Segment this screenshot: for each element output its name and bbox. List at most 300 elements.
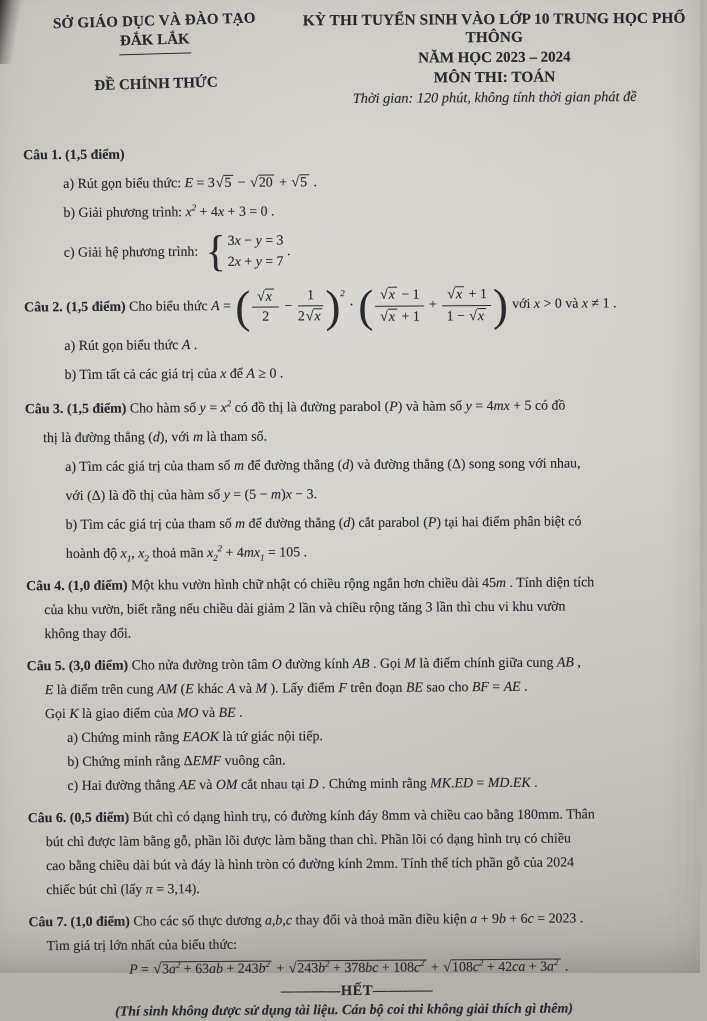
superscript: 2 xyxy=(217,543,223,554)
text-run: ) cắt parabol ( xyxy=(350,515,428,531)
text-run: và xyxy=(198,705,219,722)
question-line xyxy=(1,142,685,167)
math-number: 2 xyxy=(297,309,305,325)
math-variable: m xyxy=(235,516,246,532)
math-variable: AE xyxy=(178,778,196,794)
math-variable: mx xyxy=(243,545,261,561)
numerator xyxy=(442,285,491,306)
math-number: = 3 xyxy=(261,233,284,249)
math-variable: K xyxy=(69,706,79,722)
math-variable: x xyxy=(120,546,127,562)
math-variable: x xyxy=(217,204,225,220)
question-line xyxy=(3,396,687,421)
question-label: Câu 6. (0,5 điểm) xyxy=(27,810,130,827)
question-line xyxy=(2,279,686,333)
header-left-block xyxy=(13,9,298,113)
question-line xyxy=(6,805,690,830)
text-run: Cho biểu thức xyxy=(125,299,212,315)
math-number: 5 xyxy=(224,175,232,191)
denominator xyxy=(252,308,279,326)
open-paren-icon: ( xyxy=(235,281,251,333)
math-number: = xyxy=(488,679,504,696)
question-line xyxy=(6,853,690,878)
math-variable: MD xyxy=(487,775,510,792)
text-run: . xyxy=(300,545,308,561)
text-run: , xyxy=(573,655,581,671)
sqrt-expression xyxy=(380,287,397,304)
math-number: ) xyxy=(397,399,403,415)
exam-header xyxy=(0,0,701,110)
radical-sign: √ xyxy=(250,175,258,191)
text-run: có đồ thị là đường parabol xyxy=(231,399,385,416)
math-variable: E xyxy=(184,176,194,192)
text-run: vuông cân. xyxy=(221,753,286,769)
question-line xyxy=(4,512,688,537)
question-block xyxy=(2,279,693,387)
radical-sign: √ xyxy=(380,309,388,325)
sqrt-expression xyxy=(380,309,397,326)
text-run: là tứ giác nội tiếp. xyxy=(218,729,324,745)
math-variable: b xyxy=(318,961,326,977)
text-run: . xyxy=(276,366,284,382)
math-variable: d xyxy=(342,457,350,474)
math-number: 3 xyxy=(162,962,170,978)
math-variable: x xyxy=(234,254,241,270)
math-number: + 1 xyxy=(397,309,420,325)
radicand xyxy=(451,956,560,977)
question-line xyxy=(4,621,688,646)
text-run: và hàm số xyxy=(402,399,466,415)
text-run: a) Rút gọn biểu thức: xyxy=(63,176,185,193)
question-line xyxy=(5,677,689,702)
sqrt-expression xyxy=(257,288,274,305)
text-run: chiếc bút chì (lấy xyxy=(46,882,146,899)
math-number: = xyxy=(219,298,235,315)
math-variable: b xyxy=(258,961,266,977)
text-run: Gọi xyxy=(44,706,70,723)
question-block xyxy=(6,909,696,982)
question-line xyxy=(4,597,688,622)
text-run: hoành độ xyxy=(65,546,121,562)
radicand xyxy=(258,175,275,192)
superscript: 2 xyxy=(325,958,330,969)
math-variable: P xyxy=(389,399,398,415)
radical-sign: √ xyxy=(215,175,224,191)
text-run: . Chứng minh rằng xyxy=(318,776,431,793)
question-line xyxy=(5,701,689,726)
math-number: = 105 xyxy=(264,545,301,561)
math-number: + 243 xyxy=(222,961,259,977)
math-number: 2 xyxy=(227,254,235,270)
math-number: 5 xyxy=(300,175,308,191)
question-line xyxy=(1,200,685,225)
sqrt-expression xyxy=(443,956,560,977)
math-number: , xyxy=(131,546,139,562)
radicand xyxy=(296,959,426,977)
math-number: = 7 xyxy=(261,254,284,270)
math-number: + xyxy=(272,961,288,977)
text-run: . xyxy=(520,679,528,695)
math-variable: d xyxy=(152,430,160,446)
radical-sign: √ xyxy=(469,309,477,325)
math-number: 1 − xyxy=(446,309,469,325)
text-run: là tham số. xyxy=(202,429,268,446)
math-variable: P xyxy=(129,962,138,978)
question-block xyxy=(1,142,692,275)
math-number: 108 xyxy=(451,960,473,976)
math-variable: x xyxy=(265,289,272,305)
equation-row xyxy=(228,231,284,251)
math-variable: BF xyxy=(471,680,489,696)
math-number: 3 xyxy=(227,233,235,249)
text-run: sao cho xyxy=(422,680,472,696)
text-run: ( xyxy=(177,682,186,698)
superscript: 2 xyxy=(175,959,181,970)
numerator xyxy=(298,287,324,307)
text-run: Bút chì có dạng hình trụ, có đường kính đáy 8mm và chiều cao bằng 180mm. Thân xyxy=(129,807,595,826)
text-run: khác xyxy=(193,681,227,698)
math-variable: ED xyxy=(454,776,474,792)
sqrt-expression xyxy=(216,175,234,192)
math-variable: BE xyxy=(218,705,236,721)
math-variable: x xyxy=(220,366,227,382)
question-label: Câu 2. (1,5 điểm) xyxy=(24,299,126,316)
question-line xyxy=(5,773,689,798)
math-number: = 3 xyxy=(193,175,215,192)
math-variable: x xyxy=(581,296,589,312)
math-variable: O xyxy=(271,657,282,673)
superscript: 2 xyxy=(191,202,197,213)
radicand xyxy=(265,288,274,305)
math-variable: MK xyxy=(430,776,452,792)
math-number: + xyxy=(240,254,256,270)
math-number: + 1 xyxy=(465,287,487,303)
text-run: a) Tìm các giá trị của tham số xyxy=(65,458,234,475)
text-run: ), với xyxy=(159,430,194,446)
radicand xyxy=(299,174,309,191)
superscript: 2 xyxy=(420,957,425,968)
math-variable: A xyxy=(211,299,220,315)
text-run: ). Lấy điểm xyxy=(267,681,339,697)
question-label: Câu 1. (1,5 điểm) xyxy=(23,147,125,164)
math-variable: ca xyxy=(512,959,526,975)
text-run: và xyxy=(561,296,582,312)
question-line xyxy=(4,573,688,598)
text-run: để đường thẳng ( xyxy=(243,458,343,474)
math-number: ≥ 0 xyxy=(254,366,277,382)
text-run: . xyxy=(530,775,538,791)
paren-content xyxy=(250,287,326,326)
math-variable: m xyxy=(233,458,245,474)
radical-sign: √ xyxy=(153,962,162,978)
question-line xyxy=(5,725,689,750)
text-run: b) Tìm các giá trị của tham số xyxy=(65,516,236,533)
math-number: − 1 xyxy=(397,287,420,303)
question-line xyxy=(5,749,689,774)
text-run: . xyxy=(190,338,198,354)
question-line xyxy=(1,171,685,196)
fraction xyxy=(298,287,324,326)
sqrt-expression xyxy=(153,958,272,979)
question-line xyxy=(7,957,691,982)
text-run: thay đổi và thoả mãn điều kiện xyxy=(291,912,471,929)
text-run: c) Hai đường thẳng xyxy=(67,778,179,794)
question-line xyxy=(6,909,690,934)
math-variable: d xyxy=(343,515,351,532)
math-variable: b xyxy=(275,913,283,929)
radical-sign: √ xyxy=(447,287,456,303)
math-variable: BE xyxy=(405,680,423,696)
text-run: . xyxy=(283,244,291,260)
close-paren-icon: ) xyxy=(492,279,508,331)
radicand xyxy=(313,309,322,326)
math-number: . xyxy=(509,775,513,791)
brace-icon: { xyxy=(205,227,226,276)
math-variable: D xyxy=(308,777,319,793)
denominator xyxy=(442,306,491,325)
text-run: là điểm chính giữa cung xyxy=(415,655,557,672)
math-variable: EK xyxy=(512,775,531,791)
question-block xyxy=(3,396,694,566)
radicand xyxy=(161,958,272,979)
radical-sign: √ xyxy=(257,289,265,305)
math-variable: x xyxy=(185,205,192,221)
math-variable: ab xyxy=(209,961,224,977)
text-run: . xyxy=(235,705,243,721)
question-block xyxy=(5,653,696,798)
denominator xyxy=(298,307,324,326)
math-number: = (5 − xyxy=(229,487,272,503)
math-variable: b xyxy=(498,911,506,927)
math-variable: bc xyxy=(365,960,379,976)
math-number: = xyxy=(137,962,153,978)
math-number: = 4 xyxy=(471,398,494,415)
sqrt-expression xyxy=(306,309,323,326)
math-number: + 42 xyxy=(483,959,513,976)
math-variable: x xyxy=(533,296,541,312)
math-number: ( xyxy=(384,399,390,415)
math-number: − xyxy=(280,298,296,314)
text-run: Tìm giá trị lớn nhất của biểu thức: xyxy=(46,937,238,955)
math-variable: M xyxy=(404,656,416,672)
math-variable: m xyxy=(192,430,204,446)
school-year: NĂM HỌC 2023 – 2024 xyxy=(418,49,571,67)
subscript: 1 xyxy=(260,552,265,563)
text-run: có đồ xyxy=(531,398,566,414)
question-line xyxy=(3,454,687,479)
math-variable: y xyxy=(223,487,230,503)
question-block xyxy=(6,805,697,902)
math-number: = 3,14 xyxy=(152,882,192,898)
math-variable: x xyxy=(220,400,227,416)
text-run: . Gọi xyxy=(369,656,405,672)
math-number: ) xyxy=(281,487,286,503)
text-run: ). xyxy=(191,882,200,898)
math-number: + xyxy=(275,175,291,191)
math-number: ≠ 1 xyxy=(587,296,610,312)
subscript: 2 xyxy=(144,553,149,564)
math-number: − xyxy=(240,233,256,249)
math-number: + 378 xyxy=(329,960,366,977)
end-marker: ————HẾT———— xyxy=(280,982,434,1000)
text-run: . Tính diện tích xyxy=(506,575,595,591)
exam-subject: MÔN THI: TOÁN xyxy=(433,68,556,87)
radical-sign: √ xyxy=(288,961,297,977)
text-run: b) Tìm tất cả các giá trị của xyxy=(64,366,221,383)
math-variable: y xyxy=(255,254,262,270)
radicand xyxy=(388,309,397,326)
math-number: + 63 xyxy=(180,961,210,978)
math-variable: x xyxy=(138,546,145,562)
fraction xyxy=(442,285,491,325)
text-run: để đường thẳng ( xyxy=(245,516,344,532)
header-right-block xyxy=(296,10,693,109)
sqrt-expression xyxy=(469,308,486,325)
math-number: + 9 xyxy=(477,911,499,928)
question-line xyxy=(6,877,690,902)
paren-exponent: 2 xyxy=(340,287,345,298)
question-label: Câu 5. (3,0 điểm) xyxy=(26,658,129,675)
text-run: ) và đường thẳng (Δ) song song với nhau, xyxy=(349,456,581,473)
math-variable: EMF xyxy=(192,753,222,770)
radical-sign: √ xyxy=(380,287,388,303)
math-variable: A xyxy=(226,681,236,697)
math-number: + xyxy=(425,297,441,313)
math-variable: c xyxy=(527,911,534,927)
text-run: Cho các số thực dương xyxy=(129,913,266,930)
question-line xyxy=(3,483,687,508)
math-variable: c xyxy=(285,913,293,929)
superscript: 2 xyxy=(553,956,559,967)
close-paren-icon: ) xyxy=(325,280,341,332)
math-variable: x xyxy=(285,487,292,503)
math-number: − xyxy=(234,175,250,191)
math-number: = 2023 xyxy=(533,911,577,927)
question-block xyxy=(4,573,694,646)
math-variable: OM xyxy=(215,777,238,793)
paren-content xyxy=(373,285,493,326)
math-variable: y xyxy=(199,400,206,417)
text-run: ) tại hai điểm phân biệt có xyxy=(436,514,582,531)
province-name: ĐẮK LẮK xyxy=(119,31,190,50)
numerator xyxy=(375,285,424,306)
text-run: của khu vườn, biết rằng nếu chiều dài giảm 2 lần và chiều rộng tăng 3 lần thì chu vi khu vườn xyxy=(44,599,566,619)
numerator xyxy=(252,287,279,308)
math-variable: EAOK xyxy=(182,729,220,746)
text-run: là giao điểm của xyxy=(78,706,177,722)
math-number: 20 xyxy=(258,175,273,191)
text-run: là điểm trên cung xyxy=(53,682,158,699)
math-variable: x xyxy=(388,309,396,325)
math-number: − 3 xyxy=(291,487,314,503)
math-variable: c xyxy=(472,960,480,976)
footer-note: (Thí sinh không được sử dụng tài liệu. Cán bộ coi thi không giải thích gì thêm) xyxy=(115,1001,574,1020)
math-variable: AE xyxy=(503,679,521,695)
question-label: Câu 3. (1,5 điểm) xyxy=(24,401,127,418)
exam-title: KỲ THI TUYỂN SINH VÀO LỚP 10 TRUNG HỌC PHỔ THÔNG xyxy=(302,9,686,47)
math-variable: x xyxy=(207,545,214,561)
math-number: + 3 xyxy=(525,959,548,975)
sqrt-expression xyxy=(291,174,309,191)
equation-rows xyxy=(226,231,284,272)
math-number: + 4 xyxy=(196,204,219,221)
math-number: + 108 xyxy=(378,960,415,976)
superscript: 2 xyxy=(265,958,270,969)
math-variable: c xyxy=(413,960,421,976)
header-underline xyxy=(119,52,191,55)
text-run: . xyxy=(609,296,617,312)
question-line xyxy=(2,229,686,275)
math-variable: E xyxy=(185,682,194,698)
sqrt-expression xyxy=(447,286,464,303)
math-number: , xyxy=(282,913,286,929)
radicand xyxy=(455,286,464,303)
exam-duration: Thời gian: 120 phút, không tính thời gian phát đề xyxy=(352,89,637,107)
math-variable: a xyxy=(546,959,555,975)
math-variable: F xyxy=(338,681,347,697)
text-run: thoả mãn xyxy=(148,545,208,562)
question-line xyxy=(7,933,691,958)
text-run: . xyxy=(313,487,318,503)
math-variable: a xyxy=(470,912,478,928)
text-run: c) Giải hệ phương trình: xyxy=(63,244,202,261)
radical-sign: √ xyxy=(291,175,300,191)
math-variable: x xyxy=(477,309,485,325)
open-paren-icon: ( xyxy=(358,280,374,332)
subscript: 2 xyxy=(213,552,218,563)
math-number: · xyxy=(345,298,358,314)
text-run: a) Rút gọn biểu thức xyxy=(64,338,182,354)
math-variable: mx xyxy=(493,398,510,414)
math-number: , xyxy=(271,913,276,929)
math-variable: M xyxy=(255,681,268,697)
fraction xyxy=(252,287,279,326)
sqrt-expression xyxy=(250,175,275,192)
text-run: và xyxy=(235,681,256,697)
text-run: bút chì được làm bằng gỗ, phần lõi được làm bằng than chì. Phần lõi có dạng hình trụ có chiều xyxy=(45,831,571,851)
radicand xyxy=(477,308,486,325)
superscript: 2 xyxy=(226,398,232,409)
radicand xyxy=(388,287,397,304)
text-run: . xyxy=(310,175,318,191)
text-run: . xyxy=(576,911,584,927)
sqrt-expression xyxy=(289,959,427,977)
math-number: + 3 = 0 xyxy=(224,204,268,220)
question-line xyxy=(6,829,690,854)
superscript: 2 xyxy=(478,957,484,968)
math-variable: y xyxy=(255,233,262,249)
department-name: SỞ GIÁO DỤC VÀ ĐÀO TẠO xyxy=(52,10,256,33)
question-label: Câu 7. (1,0 điểm) xyxy=(28,914,130,931)
question-label: Câu 4. (1,0 điểm) xyxy=(26,578,128,595)
math-variable: AB xyxy=(352,656,370,672)
radical-sign: √ xyxy=(305,309,314,325)
text-run: cao bằng chiều dài bút và đáy là hình tròn có đường kính 2mm. Tính thể tích phần gỗ của 2024 xyxy=(45,855,575,875)
fraction xyxy=(375,285,424,325)
text-run: và xyxy=(195,777,216,794)
question-line xyxy=(2,333,686,358)
math-number: > 0 xyxy=(540,296,562,312)
text-run: với (Δ) là đồ thị của hàm số xyxy=(65,487,224,504)
math-number: + 5 xyxy=(509,398,532,414)
math-variable: m xyxy=(270,487,282,503)
math-variable: x xyxy=(388,287,395,303)
question-line xyxy=(3,362,687,387)
math-number: 45 xyxy=(482,575,497,592)
text-run: a) Chứng minh rằng xyxy=(67,730,183,746)
equation-row xyxy=(228,252,284,272)
math-variable: m xyxy=(495,575,507,591)
